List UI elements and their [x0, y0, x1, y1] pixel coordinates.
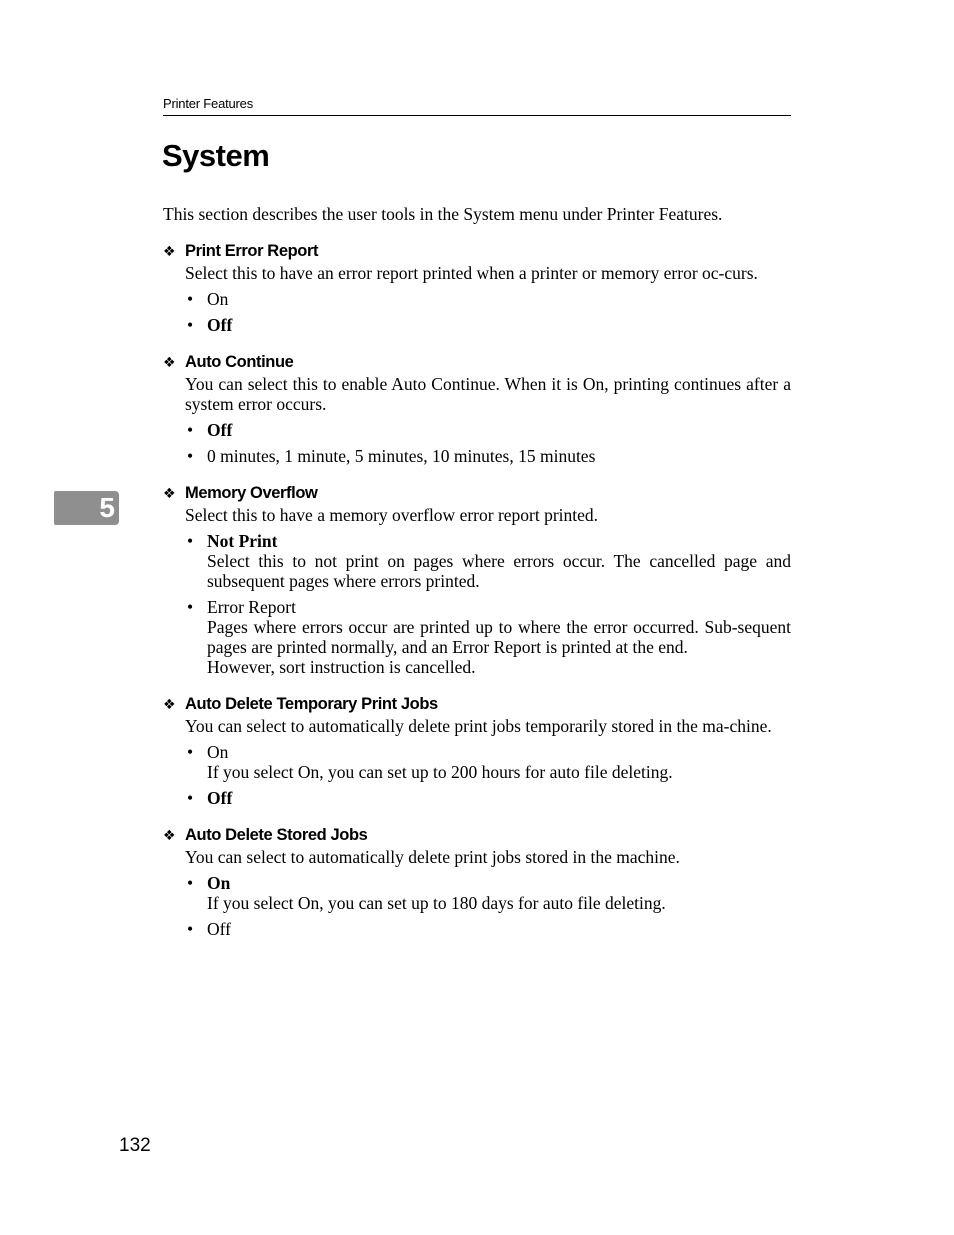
page-content	[163, 204, 791, 945]
option-item	[185, 788, 791, 808]
bullet-icon: •	[187, 597, 194, 617]
section-title: Auto Delete Temporary Print Jobs	[185, 695, 438, 713]
bullet-icon: •	[187, 531, 194, 551]
option-label: 0 minutes, 1 minute, 5 minutes, 10 minutes, 15 minutes	[207, 446, 596, 466]
option-item	[185, 315, 791, 335]
setting-section	[163, 240, 791, 335]
option-label: On	[207, 873, 231, 893]
option-label: Off	[207, 788, 233, 808]
option-note: If you select On, you can set up to 200 hours for auto file deleting.	[207, 762, 673, 782]
bullet-icon: •	[187, 446, 194, 466]
option-note: If you select On, you can set up to 180 days for auto file deleting.	[207, 893, 666, 913]
bullet-icon: •	[187, 289, 194, 309]
setting-section	[163, 482, 791, 677]
sections-container	[163, 240, 791, 939]
option-label: Off	[207, 420, 233, 440]
option-item	[185, 420, 791, 440]
option-item	[185, 597, 791, 677]
section-description: Select this to have a memory overflow error report printed.	[185, 505, 599, 525]
option-label: Error Report	[207, 597, 296, 617]
bullet-icon: •	[187, 919, 194, 939]
option-item	[185, 742, 791, 782]
option-list	[185, 742, 791, 808]
section-title: Print Error Report	[185, 242, 319, 260]
diamond-icon: ❖	[163, 244, 176, 260]
option-list	[185, 531, 791, 677]
option-item	[185, 289, 791, 309]
option-list	[185, 289, 791, 335]
bullet-icon: •	[187, 315, 194, 335]
option-item	[185, 446, 791, 466]
chapter-tab	[54, 491, 119, 525]
option-note: However, sort instruction is cancelled.	[207, 657, 476, 677]
setting-section	[163, 693, 791, 808]
section-heading	[163, 482, 791, 505]
section-description: You can select to automatically delete print jobs stored in the machine.	[185, 847, 680, 867]
diamond-icon: ❖	[163, 355, 176, 371]
section-description: Select this to have an error report printed when a printer or memory error oc-curs.	[185, 263, 758, 283]
option-item	[185, 919, 791, 939]
section-heading	[163, 824, 791, 847]
diamond-icon: ❖	[163, 828, 176, 844]
running-head: Printer Features	[163, 96, 791, 116]
option-label: Off	[207, 315, 233, 335]
option-item	[185, 873, 791, 913]
section-heading	[163, 240, 791, 263]
section-title: Auto Continue	[185, 353, 294, 371]
page-number: 132	[119, 1135, 151, 1156]
section-title: Auto Delete Stored Jobs	[185, 826, 368, 844]
section-description: You can select this to enable Auto Continue. When it is On, printing continues after a system error occurs.	[185, 374, 791, 414]
option-label: On	[207, 289, 229, 309]
option-label: Off	[207, 919, 231, 939]
option-list	[185, 420, 791, 466]
chapter-number: 5	[99, 492, 115, 523]
option-label: On	[207, 742, 229, 762]
setting-section	[163, 824, 791, 939]
page-title: System	[162, 138, 270, 173]
setting-section	[163, 351, 791, 466]
section-title: Memory Overflow	[185, 484, 318, 502]
option-note: Select this to not print on pages where errors occur. The cancelled page and subsequent pages where errors printed.	[207, 551, 791, 591]
option-label: Not Print	[207, 531, 278, 551]
diamond-icon: ❖	[163, 697, 176, 713]
option-list	[185, 873, 791, 939]
section-heading	[163, 693, 791, 716]
section-description: You can select to automatically delete print jobs temporarily stored in the ma-chine.	[185, 716, 772, 736]
bullet-icon: •	[187, 873, 194, 893]
option-item	[185, 531, 791, 591]
bullet-icon: •	[187, 420, 194, 440]
intro-paragraph: This section describes the user tools in the System menu under Printer Features.	[163, 204, 723, 224]
bullet-icon: •	[187, 788, 194, 808]
option-note: Pages where errors occur are printed up to where the error occurred. Sub-sequent pages are printed normally, and an Error Report is printed at the end.	[207, 617, 791, 657]
diamond-icon: ❖	[163, 486, 176, 502]
section-heading	[163, 351, 791, 374]
bullet-icon: •	[187, 742, 194, 762]
